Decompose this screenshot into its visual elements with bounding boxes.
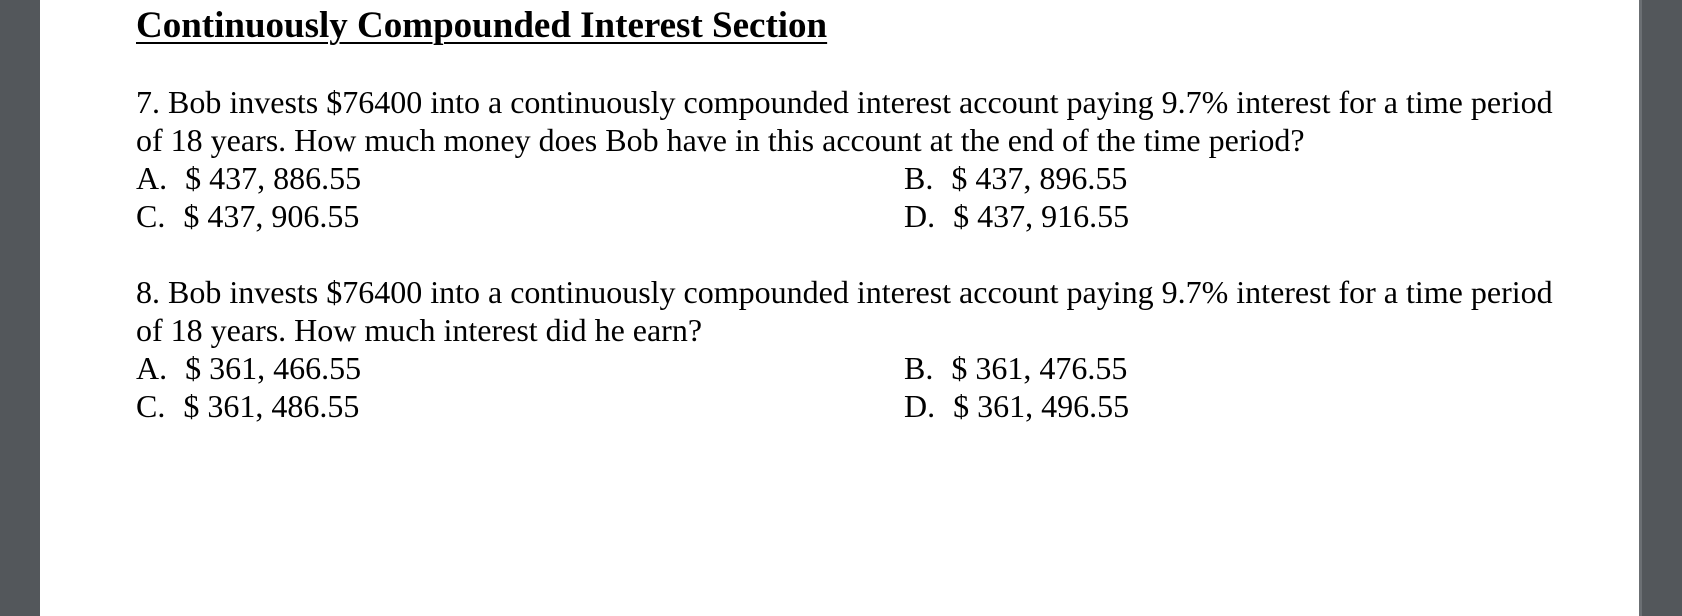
choice-letter: A. (136, 350, 168, 386)
question-7 (136, 83, 1616, 235)
choice-d (904, 197, 1129, 235)
choice-amount: $ 437, 896.55 (951, 160, 1128, 196)
page-edge (1639, 0, 1642, 616)
choice-c (136, 197, 359, 235)
choice-letter: A. (136, 160, 168, 196)
choice-b (904, 349, 1127, 387)
choice-letter: D. (904, 198, 936, 234)
choice-letter: C. (136, 198, 166, 234)
answer-choices (136, 349, 1616, 425)
question-8 (136, 273, 1616, 425)
choice-b (904, 159, 1127, 197)
choice-amount: $ 361, 476.55 (951, 350, 1128, 386)
document-page (40, 0, 1642, 616)
choice-letter: C. (136, 388, 166, 424)
choice-amount: $ 437, 906.55 (183, 198, 360, 234)
choice-amount: $ 437, 916.55 (953, 198, 1130, 234)
answer-choices (136, 159, 1616, 235)
choice-amount: $ 437, 886.55 (185, 160, 362, 196)
question-stem-line: of 18 years. How much money does Bob have in this account at the end of the time period? (136, 122, 1305, 158)
section-title: Continuously Compounded Interest Section (136, 5, 828, 46)
choice-d (904, 387, 1129, 425)
question-stem-line: 8. Bob invests $76400 into a continuously compounded interest account paying 9.7% interest for a time period (136, 274, 1553, 310)
choice-a (136, 159, 361, 197)
choice-c (136, 387, 359, 425)
choice-letter: B. (904, 350, 934, 386)
choice-letter: B. (904, 160, 934, 196)
choice-amount: $ 361, 486.55 (183, 388, 360, 424)
choice-amount: $ 361, 496.55 (953, 388, 1130, 424)
question-stem-line: 7. Bob invests $76400 into a continuously compounded interest account paying 9.7% interest for a time period (136, 84, 1553, 120)
choice-amount: $ 361, 466.55 (185, 350, 362, 386)
choice-letter: D. (904, 388, 936, 424)
question-stem-line: of 18 years. How much interest did he earn? (136, 312, 703, 348)
choice-a (136, 349, 361, 387)
